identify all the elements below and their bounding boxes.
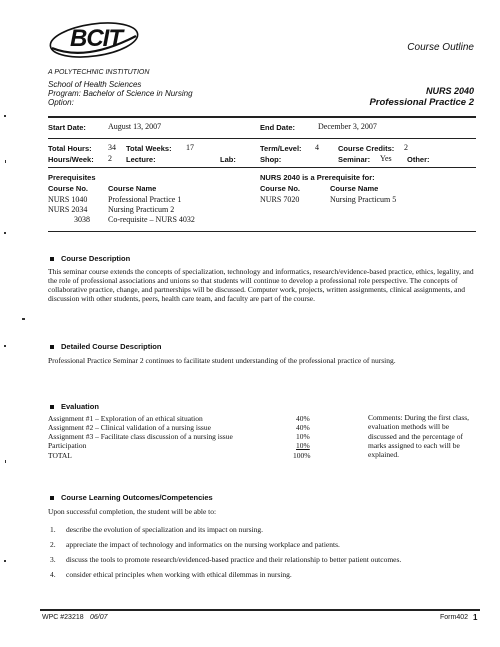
detailed-description-heading: Detailed Course Description	[61, 342, 162, 351]
header-rule	[48, 116, 476, 118]
shop-label: Shop:	[260, 155, 282, 164]
other-label: Other:	[407, 155, 430, 164]
course-description-heading: Course Description	[61, 254, 131, 263]
footer-form: Form402	[440, 614, 469, 621]
detailed-description-text: Professional Practice Seminar 2 continues to facilitate student understanding of the professional practice of nursing.	[48, 356, 396, 365]
course-title: Professional Practice 2	[369, 97, 474, 108]
evaluation-item: Assignment #2 – Clinical validation of a nursing issue	[48, 423, 211, 432]
credits-label: Course Credits:	[338, 144, 395, 153]
outcomes-intro: Upon successful completion, the student will be able to:	[48, 507, 217, 516]
prereq-col-no: Course No.	[48, 184, 89, 193]
evaluation-heading: Evaluation	[61, 402, 99, 411]
info-rule	[48, 138, 476, 139]
scan-speck	[4, 115, 6, 117]
footer-code: WPC #23218	[42, 614, 84, 621]
list-item-number: 1.	[50, 525, 56, 534]
start-date-label: Start Date:	[48, 123, 86, 132]
prereq-row-no: 3038	[74, 215, 90, 224]
total-hours-label: Total Hours:	[48, 144, 92, 153]
prerequisite-for-heading: NURS 2040 is a Prerequisite for:	[260, 173, 375, 182]
evaluation-item: Assignment #3 – Facilitate class discussion of a nursing issue	[48, 432, 233, 441]
prereq-row-name: Professional Practice 1	[108, 195, 182, 204]
scan-speck	[5, 460, 6, 463]
hours-week-value: 2	[108, 154, 112, 163]
end-date-label: End Date:	[260, 123, 296, 132]
credits-value: 2	[404, 143, 408, 152]
evaluation-item: Participation	[48, 441, 87, 450]
scan-speck	[4, 345, 6, 347]
term-label: Term/Level:	[260, 144, 302, 153]
total-weeks-value: 17	[186, 143, 194, 152]
footer-code-suffix: 06/07	[90, 614, 108, 621]
list-item	[50, 540, 475, 549]
prereq-col-name: Course Name	[108, 184, 157, 193]
evaluation-percent: 100%	[293, 451, 311, 460]
prereq-row-name: Co-requisite – NURS 4032	[108, 215, 195, 224]
total-hours-value: 34	[108, 143, 116, 152]
prerequisites-heading: Prerequisites	[48, 173, 96, 182]
evaluation-item: TOTAL	[48, 451, 72, 460]
list-item-text: consider ethical principles when working with ethical dilemmas in nursing.	[66, 570, 292, 579]
prereq-for-col-name: Course Name	[330, 184, 379, 193]
list-item-number: 4.	[50, 570, 56, 579]
scan-speck	[4, 560, 6, 562]
lab-label: Lab:	[220, 155, 236, 164]
list-item	[50, 525, 475, 534]
evaluation-percent: 10%	[296, 432, 310, 441]
evaluation-percent: 40%	[296, 414, 310, 423]
prereq-row-no: NURS 1040	[48, 195, 88, 204]
evaluation-percent: 10%	[296, 441, 310, 450]
hours-week-label: Hours/Week:	[48, 155, 94, 164]
term-value: 4	[315, 143, 319, 152]
list-item-text: appreciate the impact of technology and informatics on the nursing workplace and patients.	[66, 540, 340, 549]
section-bullet-icon	[50, 345, 54, 349]
scan-speck	[22, 318, 25, 320]
outcomes-heading: Course Learning Outcomes/Competencies	[61, 493, 213, 502]
seminar-label: Seminar:	[338, 155, 371, 164]
evaluation-item: Assignment #1 – Exploration of an ethical situation	[48, 414, 203, 423]
list-item	[50, 555, 475, 564]
document-type: Course Outline	[407, 42, 474, 53]
list-item-text: describe the evolution of specialization and its impact on nursing.	[66, 525, 264, 534]
program-name: Program: Bachelor of Science in Nursing	[48, 89, 193, 98]
section-bullet-icon	[50, 496, 54, 500]
info-bottom-rule	[48, 167, 476, 168]
prereq-bottom-rule	[48, 231, 476, 232]
list-item	[50, 570, 475, 579]
start-date-value: August 13, 2007	[108, 122, 162, 131]
scan-speck	[5, 160, 6, 163]
footer-rule	[40, 609, 480, 611]
end-date-value: December 3, 2007	[318, 122, 377, 131]
list-item-number: 2.	[50, 540, 56, 549]
prereq-row-no: NURS 2034	[48, 205, 88, 214]
prereq-row-name: Nursing Practicum 2	[108, 205, 175, 214]
outcomes-list	[50, 525, 475, 585]
list-item-text: discuss the tools to promote research/evidenced-based practice and their relationship to better patient outcomes.	[66, 555, 402, 564]
polytechnic-tagline: A POLYTECHNIC INSTITUTION	[48, 69, 150, 76]
option-label: Option:	[48, 98, 74, 107]
school-name: School of Health Sciences	[48, 80, 142, 89]
evaluation-comment: Comments: During the first class, evaluation methods will be discussed and the percentage of marks assigned to each will be explained.	[368, 413, 470, 460]
bcit-logo-text: BCIT	[70, 25, 122, 52]
lecture-label: Lecture:	[126, 155, 156, 164]
prereq-for-row-no: NURS 7020	[260, 195, 300, 204]
evaluation-percent: 40%	[296, 423, 310, 432]
course-description-text: This seminar course extends the concepts of specialization, technology and informatics, research/evidence-based practice, ethics, legality, and the role of professional associations and unions so that students will continue to develop a professional role perspective. The concepts of collaborative practice, change, and partnerships will be discussed. Computer work, projects, written assignments, clinical assignments, and discussion with other students, peers, health care team, and faculty are part of the course.	[48, 267, 474, 303]
section-bullet-icon	[50, 405, 54, 409]
list-item-number: 3.	[50, 555, 56, 564]
scan-speck	[4, 232, 6, 234]
course-code: NURS 2040	[425, 86, 474, 96]
bcit-logo	[46, 14, 142, 66]
seminar-value: Yes	[380, 154, 392, 163]
prereq-for-row-name: Nursing Practicum 5	[330, 195, 397, 204]
prereq-for-col-no: Course No.	[260, 184, 301, 193]
section-bullet-icon	[50, 257, 54, 261]
footer-page-number: 1	[473, 613, 478, 622]
total-weeks-label: Total Weeks:	[126, 144, 172, 153]
